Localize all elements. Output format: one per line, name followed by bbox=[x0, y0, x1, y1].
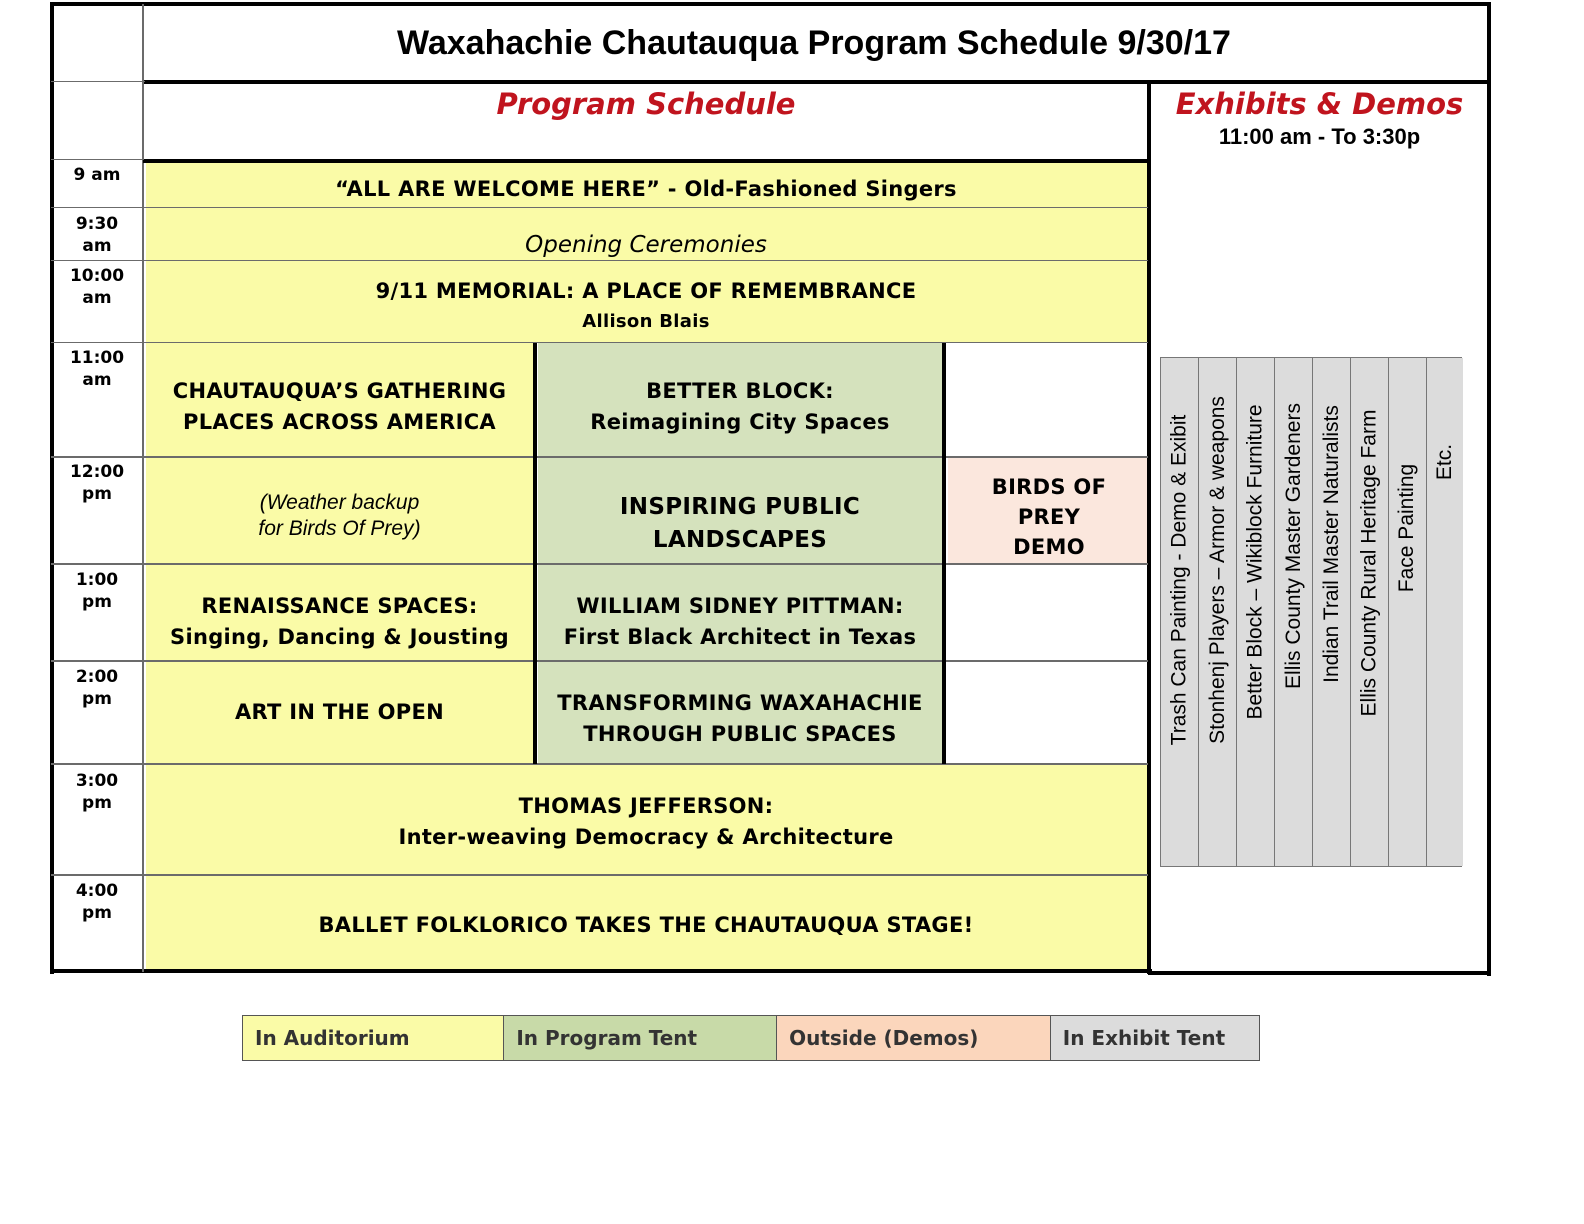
row-line bbox=[51, 660, 1148, 662]
legend bbox=[242, 1015, 1260, 1061]
time-label: 10:00 am bbox=[69, 266, 125, 308]
event-911-memorial: 9/11 MEMORIAL: A PLACE OF REMEMBRANCE Allison Blais bbox=[375, 278, 917, 332]
legend-program-tent: In Program Tent bbox=[503, 1015, 776, 1061]
event-birds-of-prey: BIRDS OF PREY DEMO bbox=[991, 475, 1107, 559]
exhibit-item: Indian Trail Master Naturalists bbox=[1313, 358, 1351, 866]
page-title: Waxahachie Chautauqua Program Schedule 9/30/17 bbox=[397, 23, 1231, 62]
column-line bbox=[942, 343, 946, 764]
row-line bbox=[51, 456, 1148, 458]
event-renaissance-spaces: RENAISSANCE SPACES: Singing, Dancing & Jousting bbox=[170, 594, 509, 649]
event-singers: “ALL ARE WELCOME HERE” - Old-Fashioned Singers bbox=[335, 176, 957, 201]
exhibit-item: Face Painting bbox=[1389, 358, 1427, 866]
legend-outside: Outside (Demos) bbox=[776, 1015, 1050, 1061]
time-header-underline bbox=[51, 159, 144, 160]
time-column-title-underline bbox=[51, 81, 145, 82]
event-ballet-folklorico: BALLET FOLKLORICO TAKES THE CHAUTAUQUA STAGE! bbox=[318, 912, 974, 937]
exhibits-header: Exhibits & Demos 11:00 am - To 3:30p bbox=[1175, 87, 1464, 149]
event-opening-ceremonies: Opening Ceremonies bbox=[525, 232, 767, 258]
frame-right bbox=[1487, 2, 1491, 976]
row-line bbox=[51, 763, 1148, 765]
exhibit-item: Ellis County Master Gardeners bbox=[1275, 358, 1313, 866]
event-gathering-places: CHAUTAUQUA’S GATHERING PLACES ACROSS AMERICA bbox=[172, 379, 507, 434]
row-line bbox=[51, 874, 1148, 876]
time-label: 11:00 am bbox=[69, 348, 125, 390]
exhibit-item: Better Block – Wikiblock Furniture bbox=[1237, 358, 1275, 866]
legend-exhibit-tent: In Exhibit Tent bbox=[1050, 1015, 1260, 1061]
event-pittman: WILLIAM SIDNEY PITTMAN: First Black Architect in Texas bbox=[563, 594, 917, 649]
time-label: 1:00 pm bbox=[75, 570, 119, 612]
exhibit-item: Trash Can Painting - Demo & Exibit bbox=[1161, 358, 1199, 866]
event-weather-backup: (Weather backup for Birds Of Prey) bbox=[258, 491, 421, 540]
time-label: 9 am bbox=[73, 165, 121, 185]
exhibit-item: Stonhenj Players – Armor & weapons bbox=[1199, 358, 1237, 866]
exhibit-item: Etc. bbox=[1427, 358, 1463, 866]
time-label: 12:00 pm bbox=[69, 462, 125, 504]
time-column-divider bbox=[142, 4, 144, 972]
event-thomas-jefferson: THOMAS JEFFERSON: Inter-weaving Democracy & Architecture bbox=[398, 794, 894, 849]
program-schedule-header: Program Schedule bbox=[496, 87, 796, 121]
exhibits-list bbox=[1160, 357, 1462, 867]
program-header-underline bbox=[143, 159, 1148, 163]
column-line bbox=[533, 343, 537, 764]
event-art-in-the-open: ART IN THE OPEN bbox=[234, 699, 445, 724]
time-label: 3:00 pm bbox=[75, 771, 119, 813]
frame-bottom-exhibits bbox=[1148, 971, 1491, 975]
frame-bottom-program bbox=[51, 969, 1152, 973]
exhibit-item: Ellis County Rural Heritage Farm bbox=[1351, 358, 1389, 866]
row-line bbox=[51, 342, 1148, 343]
event-transforming-waxahachie: TRANSFORMING WAXAHACHIE THROUGH PUBLIC SPACES bbox=[557, 691, 923, 746]
legend-auditorium: In Auditorium bbox=[242, 1015, 503, 1061]
event-better-block: BETTER BLOCK: Reimagining City Spaces bbox=[590, 379, 890, 434]
time-label: 2:00 pm bbox=[75, 667, 119, 709]
time-label: 4:00 pm bbox=[75, 881, 119, 923]
event-inspiring-landscapes: INSPIRING PUBLIC LANDSCAPES bbox=[619, 494, 861, 553]
time-label: 9:30 am bbox=[75, 214, 119, 256]
frame-top bbox=[51, 2, 1491, 6]
